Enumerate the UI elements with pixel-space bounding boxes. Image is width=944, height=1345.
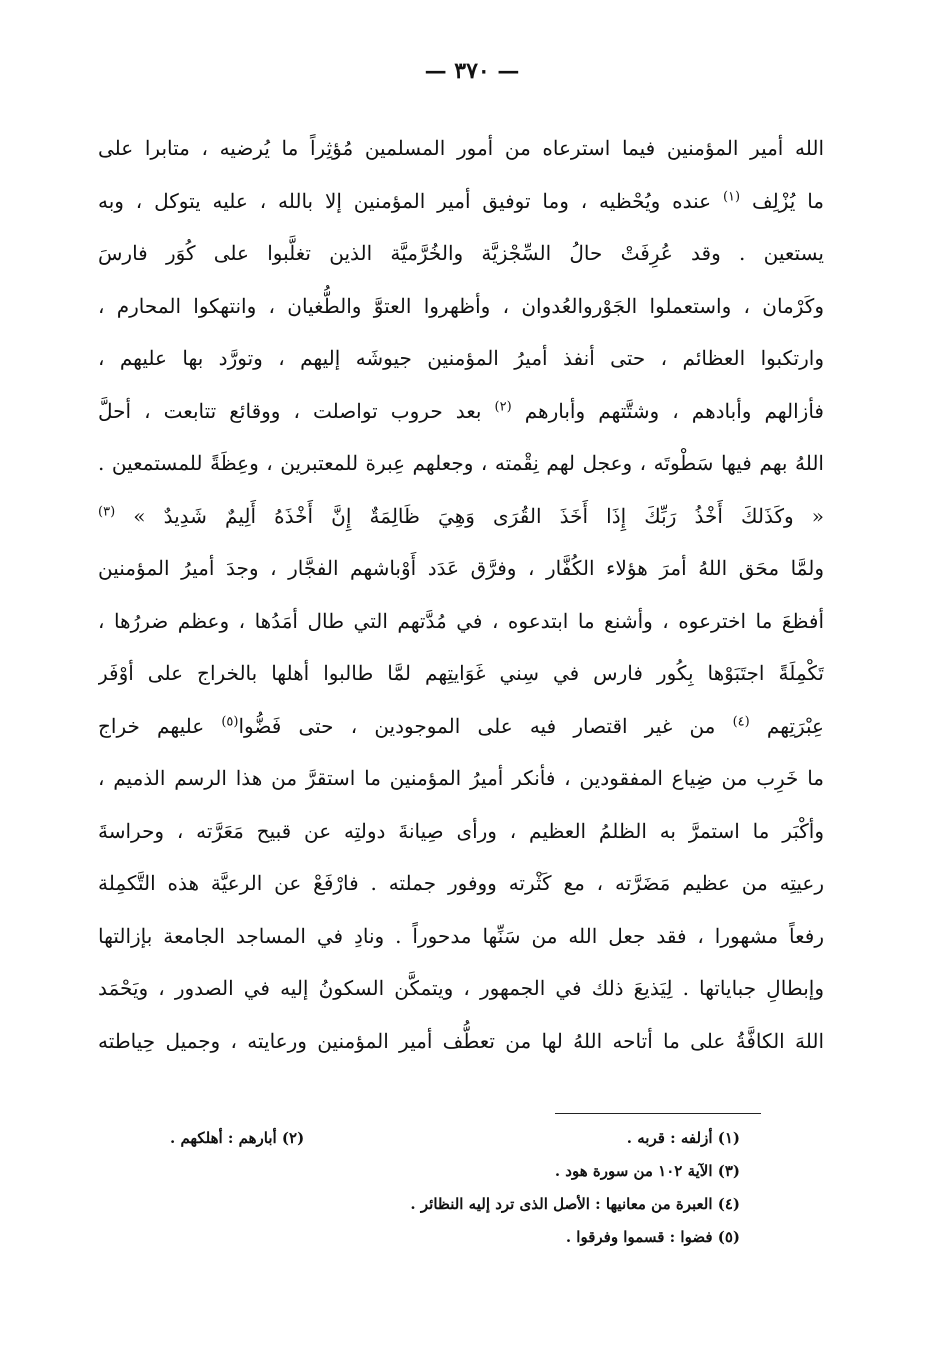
text-line-6 bbox=[98, 385, 824, 438]
text-line-14: وأكْبَر ما استمرَّ به الظلمُ العظيم ، ورأى صِيانةَ دولتِه عن قبيح مَعَرَّته ، وحراسةَ bbox=[98, 818, 824, 843]
footnote-ref-5: (٥) bbox=[221, 713, 239, 729]
footnote-1: (١) أزلفه : قربه . bbox=[626, 1129, 740, 1147]
text-line-9: ولمَّا محَق اللهُ أمرَ هؤلاء الكُفَّار ، وفرَّق عَدَد أَوْباشهم الفجَّار ، وجدَ أميرُ المؤمنين bbox=[98, 556, 824, 580]
text-line-12 bbox=[98, 700, 824, 753]
text-line-4: وكَرْمان ، واستعملوا الجَوْروالعُدوان ، وأظهروا العتوَّ والطُّغيان ، وانتهكوا المحارم ، bbox=[98, 293, 824, 318]
footnote-separator bbox=[555, 1113, 761, 1114]
quran-verse-line bbox=[98, 490, 824, 543]
text-line-11: تَكْمِلَةً اجتَبَوْها بِكُور فارس في سِني غَوَايتِهم لمَّا طالبوا أهلها بالخراج على أوْفَر bbox=[98, 661, 824, 685]
footnote-ref-1: (١) bbox=[722, 188, 741, 204]
text-line-2-end: عنده ويُحْظيه ، وما توفيق أمير المؤمنين إلا بالله ، عليه يتوكل ، وبه bbox=[98, 188, 723, 213]
text-line-1: الله أمير المؤمنين فيما استرعاه من أمور المسلمين مُؤثِراً ما يُرضيه ، متابرا على bbox=[98, 136, 824, 160]
text-line-7: اللهُ بهم فيها سَطْوتَه ، وعجل لهم نِقْمته ، وجعلهم عِبرة للمعتبرين ، وعِظَةً للمستمعين . bbox=[98, 451, 824, 475]
footnote-row-1 bbox=[150, 1122, 740, 1155]
text-line-5: وارتكبوا العظائم ، حتى أنفذ أميرُ المؤمنين جيوشَه إليهم ، وتورَّد بها عليهم ، bbox=[98, 346, 824, 370]
text-line-12-start: عِبْرَتِهم bbox=[749, 713, 824, 738]
text-line-18: اللهَ الكافَّةُ على ما أتاحه اللهُ لها من تعطُّف أمير المؤمنين ورعايته ، وجميل حِياطته bbox=[98, 1028, 824, 1053]
footnote-4: (٤) العبرة من معانيها : الأصل الذى ترد إليه النظائر . bbox=[410, 1195, 740, 1213]
text-line-17: وإبطالِ جباياتها . لِيَذيعَ ذلك في الجمهور ، ويتمكَّن السكونُ إليه في الصدور ، ويَحْمَد bbox=[98, 976, 824, 1000]
footnote-ref-3: (٣) bbox=[98, 503, 116, 519]
footnote-ref-2: (٢) bbox=[494, 398, 512, 414]
text-line-16: رفعاً مشهورا ، فقد جعل الله من سَنِّها مدحوراً . ونادِ في المساجد الجامعة بإزالتها bbox=[98, 923, 824, 948]
quran-verse-text: « وكَذَلكَ أَخْذُ رَبِّكَ إِذَا أَخَذَ القُرَى وَهِيَ ظَالِمَةٌ إِنَّ أَخْذَهُ أَلِيمٌ شَدِيدٌ » bbox=[115, 503, 824, 528]
footnote-3: (٣) الآية ١٠٢ من سورة هود . bbox=[554, 1162, 740, 1180]
footnote-5: (٥) فضوا : قسموا وفرقوا . bbox=[565, 1228, 740, 1246]
text-line-12-end: عليهم خراج bbox=[98, 713, 222, 738]
text-line-10: أفظعَ ما اخترعوه ، وأشنع ما ابتدعوه ، في مُدَّتهم التي طال أمَدُها ، وعظم ضررُها ، bbox=[98, 608, 824, 633]
footnote-ref-4: (٤) bbox=[732, 713, 750, 729]
text-line-3: يستعين . وقد عُرِفَتْ حالُ السِّجْزيَّة والخُرَّميَّة الذين تغلَّبوا على كُوَر فارسَ bbox=[98, 241, 824, 265]
text-line-13: ما خَرِب من ضِياع المفقودين ، فأنكر أميرُ المؤمنين ما استقرَّ من هذا الرسم الذميم ، bbox=[98, 766, 824, 790]
page-number: — ٣٧٠ — bbox=[424, 58, 520, 84]
text-line-2-start: ما يُزْلِف bbox=[740, 188, 824, 213]
main-text-block bbox=[98, 122, 824, 1067]
footnote-2: (٢) أبارهم : أهلكهم . bbox=[170, 1129, 305, 1147]
text-line-15: رعيتِه من عظيم مَضَرَّته ، مع كَثْرته ووفور جملته . فارْفَعْ عن الرعيَّة هذه التَّكمِلة bbox=[98, 871, 824, 895]
text-line-6-end: بعد حروب تواصلت ، ووقائع تتابعت ، أحلَّ bbox=[98, 398, 495, 423]
footnotes-block bbox=[150, 1122, 740, 1254]
text-line-6-start: فأزالهم وأبادهم ، وشتَّتهم وأبارهم bbox=[511, 398, 824, 423]
text-line-2 bbox=[98, 175, 824, 228]
text-line-12-mid: من غير اقتصار فيه على الموجودين ، حتى فَضُّوا bbox=[238, 713, 733, 738]
